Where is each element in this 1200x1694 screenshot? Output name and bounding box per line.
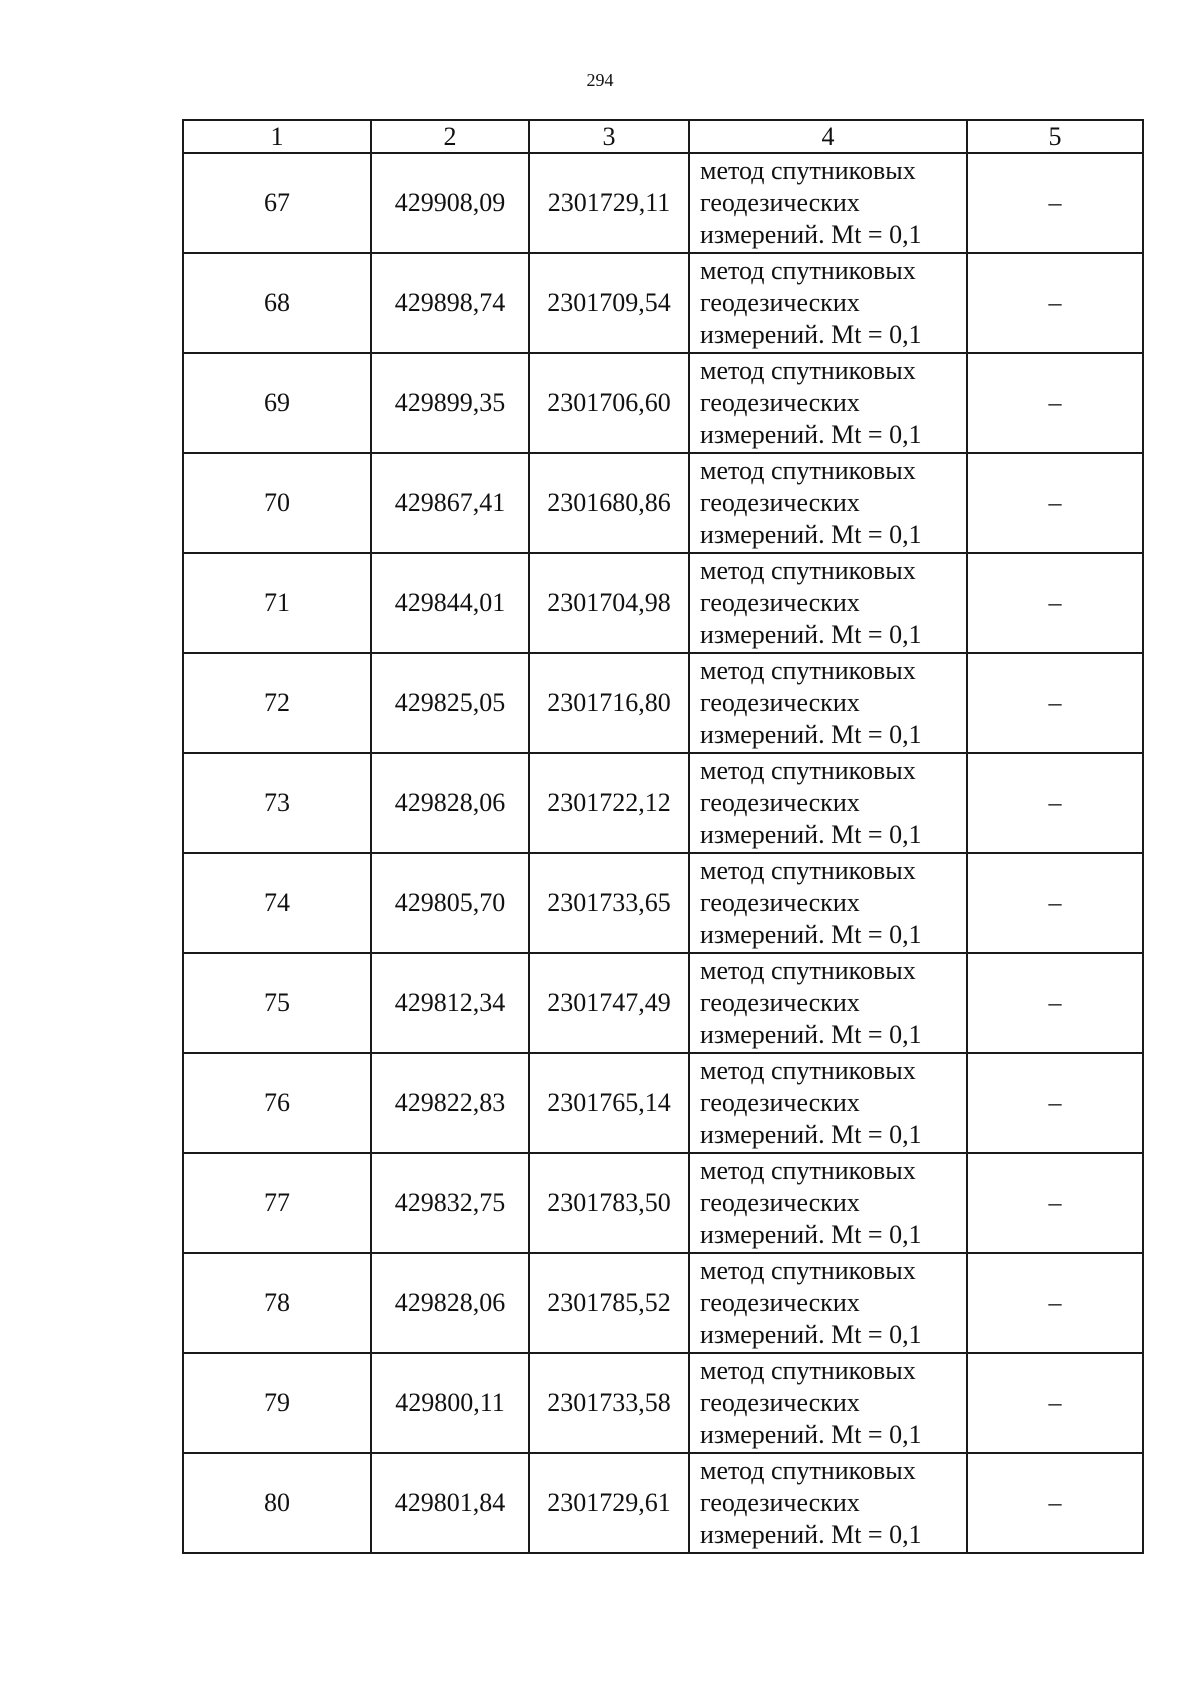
column-header: 3 xyxy=(529,120,689,153)
column-header: 1 xyxy=(183,120,371,153)
method-line: измерений. Mt = 0,1 xyxy=(700,1520,922,1549)
point-number-cell: 80 xyxy=(183,1453,371,1553)
x-coordinate-cell: 429822,83 xyxy=(371,1053,529,1153)
point-number-cell: 78 xyxy=(183,1253,371,1353)
method-line: геодезических xyxy=(700,788,860,817)
method-line: метод спутниковых xyxy=(700,1256,916,1285)
method-line: геодезических xyxy=(700,988,860,1017)
x-coordinate-cell: 429899,35 xyxy=(371,353,529,453)
note-cell: – xyxy=(967,453,1143,553)
y-coordinate-cell: 2301765,14 xyxy=(529,1053,689,1153)
method-cell xyxy=(689,1453,967,1553)
method-cell xyxy=(689,353,967,453)
method-line: измерений. Mt = 0,1 xyxy=(700,420,922,449)
y-coordinate-cell: 2301747,49 xyxy=(529,953,689,1053)
method-line: геодезических xyxy=(700,1488,860,1517)
note-cell: – xyxy=(967,553,1143,653)
x-coordinate-cell: 429832,75 xyxy=(371,1153,529,1253)
table-header-row xyxy=(183,120,1143,153)
method-cell xyxy=(689,1253,967,1353)
method-line: геодезических xyxy=(700,1388,860,1417)
method-line: метод спутниковых xyxy=(700,256,916,285)
method-line: метод спутниковых xyxy=(700,156,916,185)
method-cell xyxy=(689,1153,967,1253)
coordinates-table xyxy=(182,119,1144,1554)
method-line: измерений. Mt = 0,1 xyxy=(700,820,922,849)
x-coordinate-cell: 429800,11 xyxy=(371,1353,529,1453)
table-body xyxy=(183,153,1143,1553)
method-cell xyxy=(689,753,967,853)
y-coordinate-cell: 2301706,60 xyxy=(529,353,689,453)
column-header: 2 xyxy=(371,120,529,153)
method-cell xyxy=(689,1053,967,1153)
column-header: 5 xyxy=(967,120,1143,153)
note-cell: – xyxy=(967,353,1143,453)
method-line: геодезических xyxy=(700,688,860,717)
table-row xyxy=(183,553,1143,653)
y-coordinate-cell: 2301733,58 xyxy=(529,1353,689,1453)
table-row xyxy=(183,253,1143,353)
method-line: измерений. Mt = 0,1 xyxy=(700,1220,922,1249)
method-line: измерений. Mt = 0,1 xyxy=(700,1320,922,1349)
method-line: метод спутниковых xyxy=(700,1456,916,1485)
method-line: измерений. Mt = 0,1 xyxy=(700,720,922,749)
y-coordinate-cell: 2301680,86 xyxy=(529,453,689,553)
table-row xyxy=(183,753,1143,853)
method-line: геодезических xyxy=(700,388,860,417)
table-row xyxy=(183,453,1143,553)
table-row xyxy=(183,153,1143,253)
method-line: метод спутниковых xyxy=(700,756,916,785)
method-cell xyxy=(689,153,967,253)
table-row xyxy=(183,353,1143,453)
point-number-cell: 72 xyxy=(183,653,371,753)
method-line: метод спутниковых xyxy=(700,1356,916,1385)
method-line: измерений. Mt = 0,1 xyxy=(700,1420,922,1449)
point-number-cell: 76 xyxy=(183,1053,371,1153)
method-line: метод спутниковых xyxy=(700,356,916,385)
y-coordinate-cell: 2301729,11 xyxy=(529,153,689,253)
y-coordinate-cell: 2301783,50 xyxy=(529,1153,689,1253)
method-line: измерений. Mt = 0,1 xyxy=(700,1120,922,1149)
point-number-cell: 71 xyxy=(183,553,371,653)
x-coordinate-cell: 429828,06 xyxy=(371,1253,529,1353)
method-cell xyxy=(689,1353,967,1453)
method-line: метод спутниковых xyxy=(700,1056,916,1085)
note-cell: – xyxy=(967,853,1143,953)
method-line: метод спутниковых xyxy=(700,656,916,685)
method-line: измерений. Mt = 0,1 xyxy=(700,220,922,249)
method-line: геодезических xyxy=(700,588,860,617)
method-cell xyxy=(689,253,967,353)
y-coordinate-cell: 2301733,65 xyxy=(529,853,689,953)
x-coordinate-cell: 429867,41 xyxy=(371,453,529,553)
table-row xyxy=(183,1253,1143,1353)
point-number-cell: 67 xyxy=(183,153,371,253)
point-number-cell: 70 xyxy=(183,453,371,553)
method-line: измерений. Mt = 0,1 xyxy=(700,620,922,649)
y-coordinate-cell: 2301729,61 xyxy=(529,1453,689,1553)
point-number-cell: 77 xyxy=(183,1153,371,1253)
y-coordinate-cell: 2301709,54 xyxy=(529,253,689,353)
point-number-cell: 74 xyxy=(183,853,371,953)
x-coordinate-cell: 429805,70 xyxy=(371,853,529,953)
point-number-cell: 68 xyxy=(183,253,371,353)
method-line: геодезических xyxy=(700,188,860,217)
x-coordinate-cell: 429908,09 xyxy=(371,153,529,253)
x-coordinate-cell: 429812,34 xyxy=(371,953,529,1053)
table-row xyxy=(183,953,1143,1053)
method-line: геодезических xyxy=(700,288,860,317)
method-line: метод спутниковых xyxy=(700,856,916,885)
y-coordinate-cell: 2301722,12 xyxy=(529,753,689,853)
note-cell: – xyxy=(967,653,1143,753)
point-number-cell: 69 xyxy=(183,353,371,453)
note-cell: – xyxy=(967,253,1143,353)
method-line: измерений. Mt = 0,1 xyxy=(700,1020,922,1049)
note-cell: – xyxy=(967,1053,1143,1153)
y-coordinate-cell: 2301704,98 xyxy=(529,553,689,653)
table-row xyxy=(183,853,1143,953)
note-cell: – xyxy=(967,1153,1143,1253)
method-line: геодезических xyxy=(700,1188,860,1217)
method-cell xyxy=(689,853,967,953)
method-cell xyxy=(689,453,967,553)
note-cell: – xyxy=(967,1453,1143,1553)
method-line: метод спутниковых xyxy=(700,556,916,585)
note-cell: – xyxy=(967,753,1143,853)
method-line: метод спутниковых xyxy=(700,456,916,485)
table-row xyxy=(183,653,1143,753)
method-line: метод спутниковых xyxy=(700,1156,916,1185)
method-line: измерений. Mt = 0,1 xyxy=(700,920,922,949)
method-line: геодезических xyxy=(700,888,860,917)
method-cell xyxy=(689,553,967,653)
x-coordinate-cell: 429828,06 xyxy=(371,753,529,853)
method-line: измерений. Mt = 0,1 xyxy=(700,520,922,549)
method-cell xyxy=(689,653,967,753)
note-cell: – xyxy=(967,1353,1143,1453)
method-line: метод спутниковых xyxy=(700,956,916,985)
table-row xyxy=(183,1353,1143,1453)
y-coordinate-cell: 2301716,80 xyxy=(529,653,689,753)
column-header: 4 xyxy=(689,120,967,153)
note-cell: – xyxy=(967,1253,1143,1353)
x-coordinate-cell: 429844,01 xyxy=(371,553,529,653)
point-number-cell: 79 xyxy=(183,1353,371,1453)
point-number-cell: 73 xyxy=(183,753,371,853)
method-line: геодезических xyxy=(700,1088,860,1117)
y-coordinate-cell: 2301785,52 xyxy=(529,1253,689,1353)
table-row xyxy=(183,1453,1143,1553)
table-row xyxy=(183,1053,1143,1153)
method-line: измерений. Mt = 0,1 xyxy=(700,320,922,349)
x-coordinate-cell: 429825,05 xyxy=(371,653,529,753)
note-cell: – xyxy=(967,953,1143,1053)
method-line: геодезических xyxy=(700,488,860,517)
method-cell xyxy=(689,953,967,1053)
point-number-cell: 75 xyxy=(183,953,371,1053)
method-line: геодезических xyxy=(700,1288,860,1317)
x-coordinate-cell: 429801,84 xyxy=(371,1453,529,1553)
x-coordinate-cell: 429898,74 xyxy=(371,253,529,353)
page-number: 294 xyxy=(586,70,614,90)
table-row xyxy=(183,1153,1143,1253)
note-cell: – xyxy=(967,153,1143,253)
